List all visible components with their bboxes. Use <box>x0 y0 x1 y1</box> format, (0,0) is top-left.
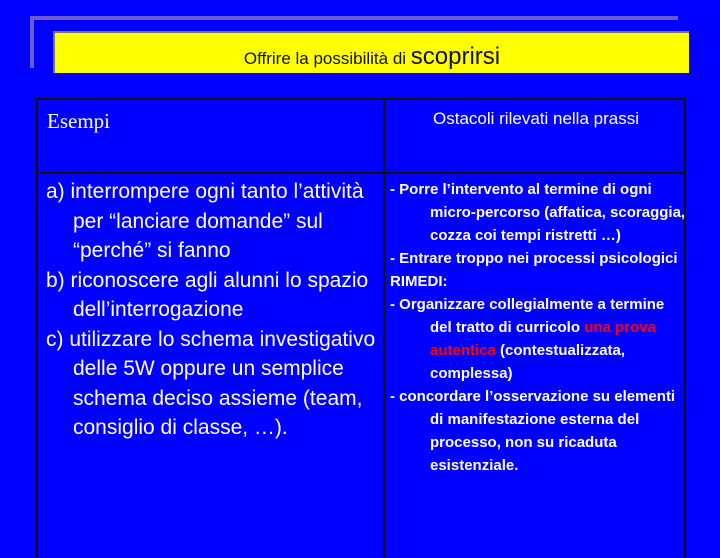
title-bar <box>53 31 689 73</box>
obstacles-column <box>390 178 686 477</box>
title-prefix: Offrire la possibilità di <box>243 49 411 68</box>
slide-title <box>55 43 689 71</box>
table-header-divider <box>38 172 684 174</box>
content-table <box>36 98 686 558</box>
example-item: c) utilizzare lo schema investigativo delle 5W oppure un semplice schema deciso assieme (team, consiglio di classe, …). <box>46 327 376 439</box>
example-item: a) interrompere ogni tanto l’attività per “lanciare domande” sul “perché” si fanno <box>46 180 364 262</box>
obstacle-item: - Entrare troppo nei processi psicologici <box>390 250 678 267</box>
examples-column <box>46 177 376 443</box>
header-examples: Esempi <box>47 109 110 133</box>
frame-left-line <box>30 16 34 68</box>
remedy-item <box>390 293 686 385</box>
remedy-text: - Organizzare collegialmente a termine del tratto di curricolo <box>390 296 665 336</box>
table-column-divider <box>383 100 385 558</box>
remedies-label: RIMEDI: <box>390 273 448 290</box>
header-obstacles: Ostacoli rilevati nella prassi <box>433 109 639 128</box>
frame-top-line <box>30 16 678 20</box>
obstacle-item: - Porre l’intervento al termine di ogni micro-percorso (affatica, scoraggia, cozza coi tempi ristretti …) <box>390 181 686 244</box>
example-item: b) riconoscere agli alunni lo spazio dell’interrogazione <box>46 268 369 321</box>
remedy-detail: (contestualizzata, complessa) <box>430 342 626 382</box>
remedy-highlight: una prova autentica <box>430 319 656 359</box>
title-emphasis: scoprirsi <box>410 43 501 70</box>
remedy-item: - concordare l’osservazione su elementi di manifestazione esterna del processo, non su ricaduta esistenziale. <box>390 388 676 474</box>
